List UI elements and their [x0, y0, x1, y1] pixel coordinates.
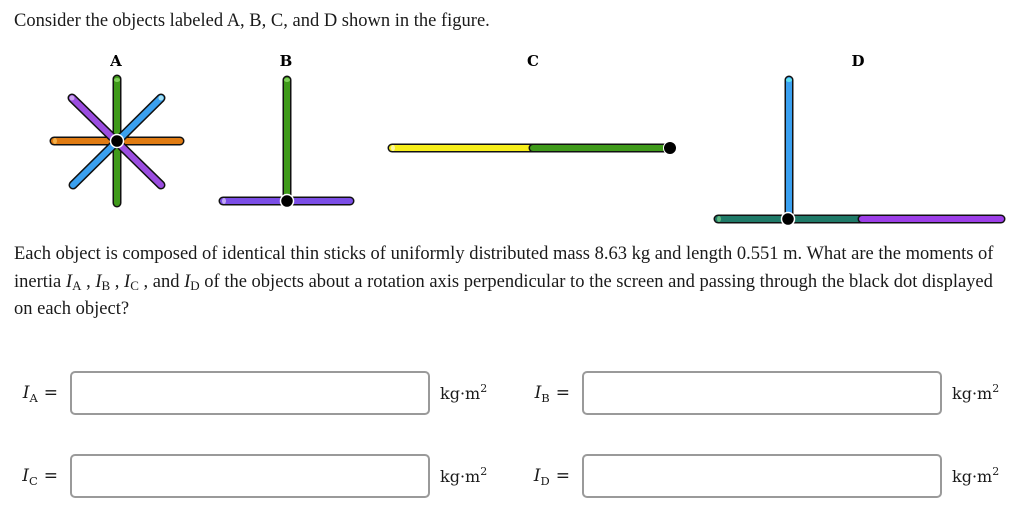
answer-input-c[interactable]: [70, 454, 430, 498]
unit-label-a: $kg\cdot m^2$: [440, 381, 488, 403]
pivot-dot-b: [281, 195, 294, 208]
answer-row-c: [14, 454, 487, 498]
pivot-dot-a: [111, 135, 124, 148]
question-text: Each object is composed of identical thin sticks of uniformly distributed mass 8.63 kg and length 0.551 m. What are the moments of inertia $I_A$ , $I_B$ , $I_C$ , and $I_D$ of the objects about a rotation axis perpendicular to the screen and passing through the black dot displayed on each object?: [14, 244, 994, 319]
object-d: [717, 78, 1001, 226]
variable-label-c: I C =: [22, 466, 58, 488]
answer-row-a: [14, 371, 487, 415]
object-a: [53, 78, 180, 203]
pivot-dot-d: [782, 213, 795, 226]
unit-label-b: $kg\cdot m^2$: [952, 381, 1000, 403]
pivot-dot-c: [664, 142, 677, 155]
answer-input-b[interactable]: [582, 371, 942, 415]
answer-row-b: [526, 371, 999, 415]
answer-input-a[interactable]: [70, 371, 430, 415]
label-d: D: [851, 52, 865, 70]
variable-label-d: I D =: [533, 466, 570, 488]
answer-input-d[interactable]: [582, 454, 942, 498]
objects-figure: [0, 0, 1024, 240]
variable-label-a: I A =: [22, 383, 58, 405]
variable-label-b: I B =: [534, 383, 570, 405]
object-c: [391, 142, 677, 155]
label-c: C: [527, 52, 539, 70]
unit-label-d: $kg\cdot m^2$: [952, 464, 1000, 486]
unit-label-c: $kg\cdot m^2$: [440, 464, 488, 486]
intro-text: Consider the objects labeled A, B, C, and D shown in the figure.: [14, 11, 490, 31]
object-b: [222, 78, 350, 208]
answer-row-d: [526, 454, 999, 498]
label-a: A: [110, 52, 122, 70]
label-b: B: [279, 52, 293, 70]
